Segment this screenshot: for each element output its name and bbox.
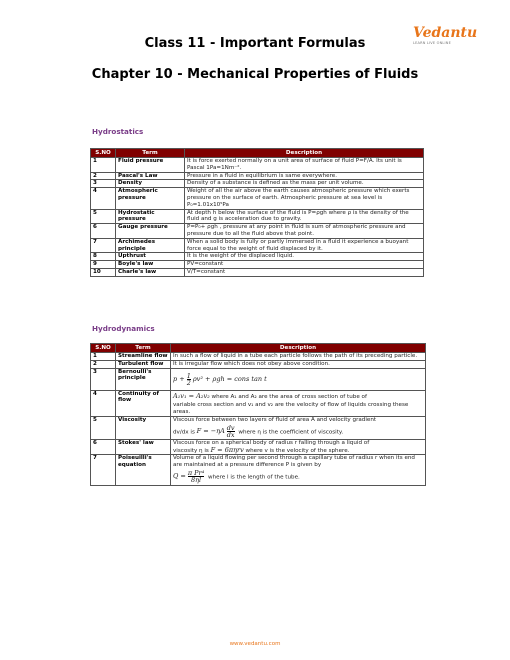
logo-brand: Vedantu (413, 25, 478, 41)
hydrostatics-heading: Hydrostatics (92, 127, 144, 136)
row-sno: 10 (91, 268, 116, 276)
bernoulli-equation: p + $\frac{1}{2}$ ρv² + ρgh = cons tan t (173, 371, 267, 387)
table-row (91, 209, 424, 224)
header-term: Term (116, 149, 185, 158)
row-sno: 5 (91, 209, 116, 224)
row-term: Fluid pressure (116, 158, 185, 173)
page-title: Class 11 - Important Formulas (144, 36, 366, 51)
row-term: Charle's law (116, 268, 185, 276)
table-row (91, 353, 426, 361)
row-sno: 6 (91, 224, 116, 239)
table-row (91, 180, 424, 188)
table-row (91, 390, 426, 416)
table-row (91, 439, 426, 455)
continuity-equation: A₁v₁ = A₂v₂ (173, 391, 210, 400)
stokes-equation: F = 6πηrv (210, 445, 244, 454)
table-row (91, 261, 424, 269)
row-sno: 6 (91, 439, 116, 455)
row-term: Turbulent flow (116, 360, 171, 368)
row-term: Density (116, 180, 185, 188)
header-term: Term (116, 344, 171, 353)
table-row (91, 268, 424, 276)
row-description: Viscous force between two layers of fluid of area A and velocity gradient dv/dx is F = −ηA $\frac{dv}{dx}$ where η is the coefficient of viscosity. (171, 416, 426, 439)
row-description: Pressure in a fluid in equilibrium is same everywhere. (185, 172, 424, 180)
header-description: Description (171, 344, 426, 353)
row-term: Archimedes principle (116, 238, 185, 253)
row-term: Streamline flow (116, 353, 171, 361)
row-description: It is the weight of the displaced liquid. (185, 253, 424, 261)
row-description: Weight of all the air above the earth causes atmospheric pressure which exerts pressure on the surface of earth. Atmospheric pressure at sea level is P₀=1.01x10⁵Pa (185, 188, 424, 209)
row-sno: 5 (91, 416, 116, 439)
row-sno: 8 (91, 253, 116, 261)
row-sno: 2 (91, 360, 116, 368)
row-sno: 4 (91, 188, 116, 209)
row-term: Hydrostatic pressure (116, 209, 185, 224)
poiseuille-equation: Q = $\frac{\text{π Pr⁴}}{8\eta l}$ (173, 468, 205, 484)
table-row (91, 368, 426, 390)
row-term: Continuity of flow (116, 390, 171, 416)
chapter-title: Chapter 10 - Mechanical Properties of Fluids (91, 67, 419, 82)
logo-tagline: LEARN LIVE ONLINE (413, 41, 452, 45)
row-term: Boyle's law (116, 261, 185, 269)
header-description: Description (185, 149, 424, 158)
row-term: Bernoulli's principle (116, 368, 171, 390)
header-sno: S.NO (91, 149, 116, 158)
row-term: Upthrust (116, 253, 185, 261)
table-row (91, 455, 426, 486)
table-row (91, 188, 424, 209)
table-row (91, 253, 424, 261)
row-term: Stokes' law (116, 439, 171, 455)
row-description: When a solid body is fully or partly immersed in a fluid it experience a buoyant force equal to the weight of fluid displaced by it. (185, 238, 424, 253)
table-header-row (91, 149, 424, 158)
table-row (91, 224, 424, 239)
row-description: Density of a substance is defined as the mass per unit volume. (185, 180, 424, 188)
row-sno: 7 (91, 238, 116, 253)
table-row (91, 172, 424, 180)
table-row (91, 360, 426, 368)
row-sno: 7 (91, 455, 116, 486)
row-description: In such a flow of liquid in a tube each particle follows the path of its preceding particle. (171, 353, 426, 361)
row-sno: 3 (91, 368, 116, 390)
hydrostatics-table (90, 148, 424, 277)
table-row (91, 158, 424, 173)
row-description (171, 368, 426, 390)
viscosity-equation: F = −ηA $\frac{dv}{dx}$ (196, 423, 235, 439)
row-description: It is irregular flow which does not obey above condition. (171, 360, 426, 368)
table-row (91, 238, 424, 253)
header-sno: S.NO (91, 344, 116, 353)
row-description: A₁v₁ = A₂v₂ where A₁ and A₂ are the area of cross section of tube of variable cross section and v₁ and v₂ are the velocity of flow of liquids crossing these areas. (171, 390, 426, 416)
row-description: V/T=constant (185, 268, 424, 276)
footer-url: www.vedantu.com (229, 641, 281, 647)
row-description: PV=constant (185, 261, 424, 269)
row-term: Atmospheric pressure (116, 188, 185, 209)
hydrodynamics-table (90, 343, 426, 486)
row-term: Gauge pressure (116, 224, 185, 239)
row-description: Viscous force on a spherical body of radius r falling through a liquid of viscosity η is F = 6πηrv where v is the velocity of the sphere. (171, 439, 426, 455)
row-sno: 1 (91, 158, 116, 173)
row-description: P=P₀+ ρgh , pressure at any point in fluid is sum of atmospheric pressure and pressure due to all the fluid above that point. (185, 224, 424, 239)
row-sno: 9 (91, 261, 116, 269)
row-description: Volume of a liquid flowing per second through a capillary tube of radius r when its end are maintained at a pressure difference P is given by Q = $\frac{\text{π Pr⁴}}{8\eta l}$ where l is the length of the tube. (171, 455, 426, 486)
row-sno: 4 (91, 390, 116, 416)
row-description: At depth h below the surface of the fluid is P=ρgh where ρ is the density of the fluid and g is acceleration due to gravity. (185, 209, 424, 224)
hydrodynamics-heading: Hydrodynamics (92, 324, 155, 333)
row-description: It is force exerted normally on a unit area of surface of fluid P=F/A. Its unit is Pascal 1Pa=1Nm⁻². (185, 158, 424, 173)
row-term: Viscosity (116, 416, 171, 439)
row-sno: 1 (91, 353, 116, 361)
table-header-row (91, 344, 426, 353)
row-term: Poiseuilli's equation (116, 455, 171, 486)
row-term: Pascal's Law (116, 172, 185, 180)
table-row (91, 416, 426, 439)
row-sno: 2 (91, 172, 116, 180)
row-sno: 3 (91, 180, 116, 188)
